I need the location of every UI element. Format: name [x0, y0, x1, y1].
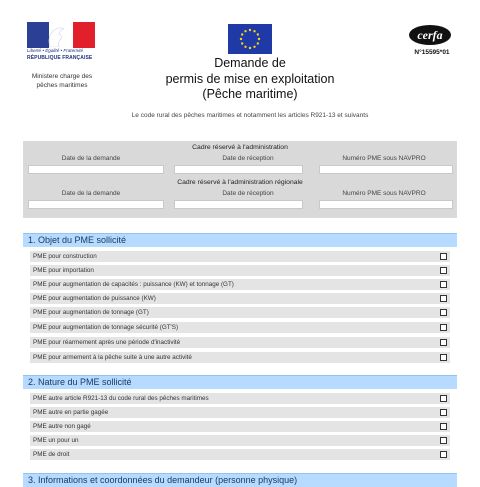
option-label: PME pour augmentation de puissance (KW)	[33, 295, 156, 302]
title-line-1: Demande de	[214, 56, 286, 70]
date-demande-field[interactable]	[28, 165, 164, 174]
section-2-body	[23, 389, 457, 465]
republic-motto: Liberté • Égalité • Fraternité	[27, 48, 84, 53]
option-label: PME autre en partie gagée	[33, 409, 109, 416]
option-label: PME un pour un	[33, 437, 79, 444]
option-label: PME pour importation	[33, 267, 94, 274]
option-label: PME autre article R921-13 du code rural des pêches maritimes	[33, 395, 209, 402]
section-1-header	[23, 233, 457, 247]
page-title	[140, 56, 360, 103]
section-3-header	[23, 473, 457, 487]
regional-numero-pme-field[interactable]	[319, 200, 453, 209]
section-3-title: 3. Informations et coordonnées du demandeur (personne physique)	[28, 475, 298, 485]
checkbox[interactable]	[440, 395, 447, 402]
col-date-demande: Date de la demande	[61, 190, 121, 197]
option-row[interactable]	[30, 449, 450, 460]
title-line-3: (Pêche maritime)	[202, 87, 298, 101]
option-label: PME pour armement à la pêche suite à une autre activité	[33, 354, 192, 361]
option-row[interactable]	[30, 293, 450, 304]
option-row[interactable]	[30, 407, 450, 418]
admin-title: Cadre réservé à l'administration	[192, 144, 288, 151]
admin-regional-title: Cadre réservé à l'administration régionale	[177, 179, 303, 186]
option-row[interactable]	[30, 337, 450, 348]
option-label: PME pour augmentation de tonnage (GT)	[33, 309, 149, 316]
numero-pme-field[interactable]	[319, 165, 453, 174]
option-label: PME pour réarmement après une période d'inactivité	[33, 339, 181, 346]
section-2-header	[23, 375, 457, 389]
title-line-2: permis de mise en exploitation	[165, 71, 335, 86]
checkbox[interactable]	[440, 295, 447, 302]
option-row[interactable]	[30, 393, 450, 404]
option-label: PME pour augmentation de tonnage sécurité (GT'S)	[33, 324, 179, 331]
col-date-reception: Date de réception	[222, 155, 274, 162]
option-row[interactable]	[30, 279, 450, 290]
ministry-name: Ministere charge des pêches maritimes	[31, 73, 93, 89]
eu-flag-icon	[228, 24, 272, 54]
legal-reference: Le code rural des pêches maritimes et notamment les articles R921-13 et suivants	[131, 112, 369, 119]
checkbox[interactable]	[440, 423, 447, 430]
option-row[interactable]	[30, 421, 450, 432]
section-1-body	[23, 247, 457, 367]
checkbox[interactable]	[440, 437, 447, 444]
col-date-demande: Date de la demande	[61, 155, 121, 162]
cerfa-number: N°15595*01	[414, 49, 450, 56]
checkbox[interactable]	[440, 451, 447, 458]
checkbox[interactable]	[440, 253, 447, 260]
col-date-reception: Date de réception	[222, 190, 274, 197]
admin-box	[23, 141, 457, 218]
option-row[interactable]	[30, 265, 450, 276]
option-row[interactable]	[30, 307, 450, 318]
marianne-logo	[27, 22, 95, 48]
option-label: PME de droit	[33, 451, 70, 458]
col-numero-pme: Numéro PME sous NAVPRO	[342, 190, 426, 197]
checkbox[interactable]	[440, 324, 447, 331]
marianne-profile-icon	[44, 25, 70, 47]
option-row[interactable]	[30, 352, 450, 363]
section-2-title: 2. Nature du PME sollicité	[28, 377, 132, 387]
republic-name: RÉPUBLIQUE FRANÇAISE	[27, 55, 93, 61]
date-reception-field[interactable]	[174, 165, 303, 174]
checkbox[interactable]	[440, 267, 447, 274]
cerfa-logo: cerfa	[409, 25, 451, 45]
regional-date-demande-field[interactable]	[28, 200, 164, 209]
option-row[interactable]	[30, 435, 450, 446]
option-row[interactable]	[30, 322, 450, 333]
option-label: PME pour construction	[33, 253, 97, 260]
checkbox[interactable]	[440, 354, 447, 361]
option-label: PME pour augmentation de capacités : puissance (KW) et tonnage (GT)	[33, 281, 234, 288]
checkbox[interactable]	[440, 281, 447, 288]
section-1-title: 1. Objet du PME sollicité	[28, 235, 127, 245]
checkbox[interactable]	[440, 339, 447, 346]
checkbox[interactable]	[440, 309, 447, 316]
checkbox[interactable]	[440, 409, 447, 416]
option-label: PME autre non gagé	[33, 423, 91, 430]
option-row[interactable]	[30, 251, 450, 262]
col-numero-pme: Numéro PME sous NAVPRO	[342, 155, 426, 162]
regional-date-reception-field[interactable]	[174, 200, 303, 209]
